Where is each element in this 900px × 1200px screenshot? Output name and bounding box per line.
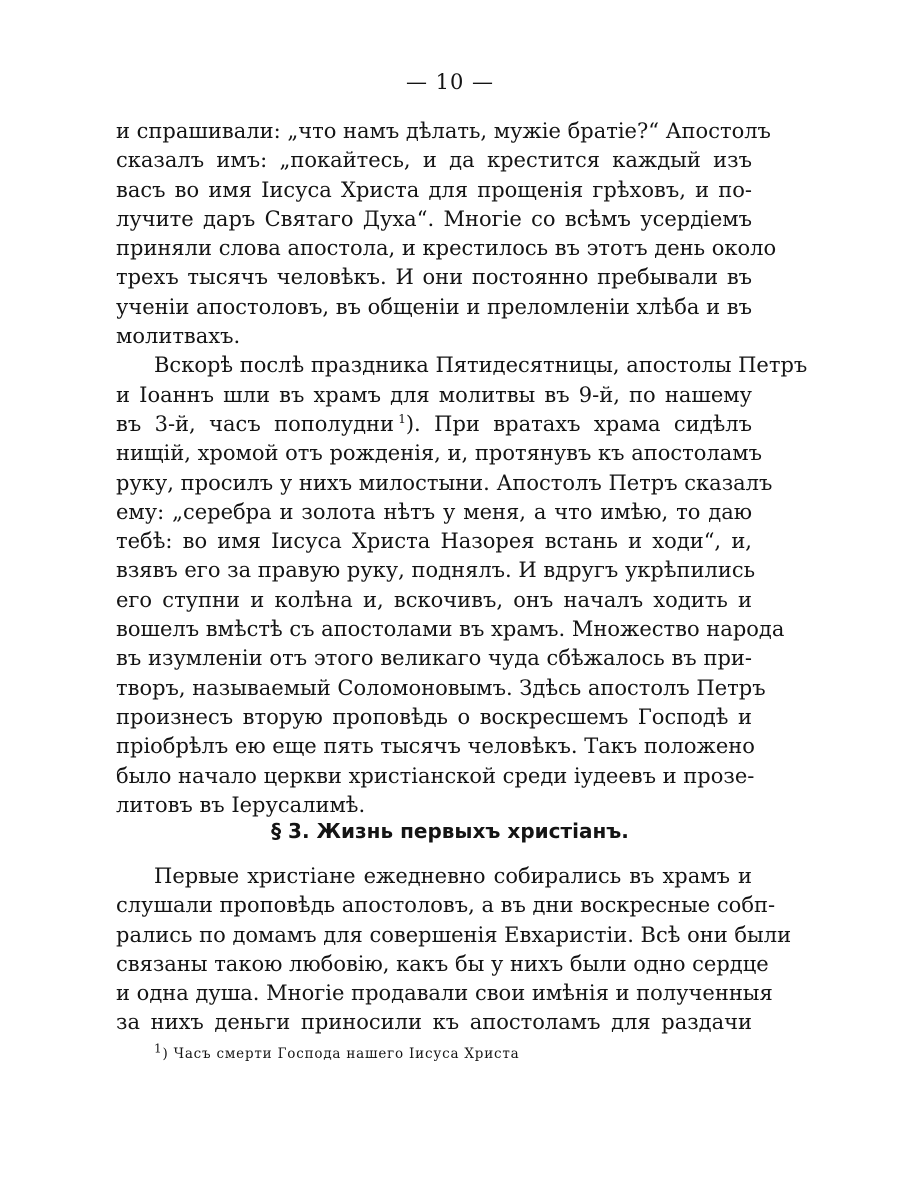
text-line: и Іоаннъ шли въ храмъ для молитвы въ 9-й, по нашему [116,382,752,407]
text-line: молитвахъ. [116,324,241,349]
text-line: приняли слова апостола, и крестилось въ этотъ день около [116,236,777,261]
text-line: рались по домамъ для совершенія Евхаристіи. Всѣ они были [116,922,792,947]
text-line: взявъ его за правую руку, поднялъ. И вдругъ укрѣпились [116,558,756,583]
body-text-section-3 [116,862,792,1038]
text-line: произнесъ вторую проповѣдь о воскресшемъ Господѣ и [116,704,752,729]
text-line: Первые христіане ежедневно собирались въ храмъ и [154,864,752,888]
text-line: лучите даръ Святаго Духа“. Многіе со всѣмъ усердіемъ [116,206,752,231]
text-line: руку, просилъ у нихъ милостыни. Апостолъ Петръ сказалъ [116,470,773,495]
text-line: слушали проповѣдь апостоловъ, а въ дни воскресные собп- [116,893,776,918]
footnote-text: ) Часъ смерти Господа нашего Іисуса Христа [162,1046,520,1062]
text-line: въ изумленіи отъ этого великаго чуда сбѣжалось въ при- [116,646,752,671]
text-line: пріобрѣлъ ею еще пять тысячъ человѣкъ. Такъ положено [116,734,755,759]
text-line: связаны такою любовію, какъ бы у нихъ были одно сердце [116,951,769,976]
text-line: вошелъ вмѣстѣ съ апостолами въ храмъ. Множество народа [116,617,785,642]
text-line: его ступни и колѣна и, вскочивъ, онъ началъ ходить и [116,587,752,612]
footnote-marker: 1 [154,1041,163,1056]
text-line: и спрашивали: „что намъ дѣлать, мужіе братіе?“ Апостолъ [116,119,771,143]
text-line: тебѣ: во имя Іисуса Христа Назорея встань и ходи“, и, [116,529,752,554]
text-line: и одна душа. Многіе продавали свои имѣнія и полученныя [116,981,773,1006]
footnote [154,1041,520,1062]
text-line: нищій, хромой отъ рожденія, и, протянувъ къ апостоламъ [116,441,762,466]
text-line: васъ во имя Іисуса Христа для прощенія грѣховъ, и по- [116,177,752,202]
body-text [116,117,808,820]
text-fragment: въ 3-й, часъ пополудни [116,411,394,436]
text-fragment: ). При вратахъ храма сидѣлъ [405,411,752,436]
text-line: литовъ въ Іерусалимѣ. [116,792,366,817]
page-number: — 10 — [405,70,495,94]
footnote-reference: 1 [398,411,406,426]
text-line: трехъ тысячъ человѣкъ. И они постоянно пребывали въ [116,265,752,290]
text-line-with-footnote-ref [116,410,752,439]
text-line: сказалъ имъ: „покайтесь, и да крестится каждый изъ [116,148,752,173]
text-line: Вскорѣ послѣ праздника Пятидесятницы, апостолы Петръ [154,353,808,378]
text-line: было начало церкви христіанской среди іудеевъ и прозе- [116,763,755,788]
section-heading: § 3. Жизнь первыхъ христіанъ. [271,819,629,843]
text-line: ему: „серебра и золота нѣтъ у меня, а что имѣю, то даю [116,499,752,524]
text-line: творъ, называемый Соломоновымъ. Здѣсь апостолъ Петръ [116,675,766,700]
text-line: ученіи апостоловъ, въ общеніи и преломленіи хлѣба и въ [116,294,752,319]
text-line: за нихъ деньги приносили къ апостоламъ для раздачи [116,1010,752,1035]
